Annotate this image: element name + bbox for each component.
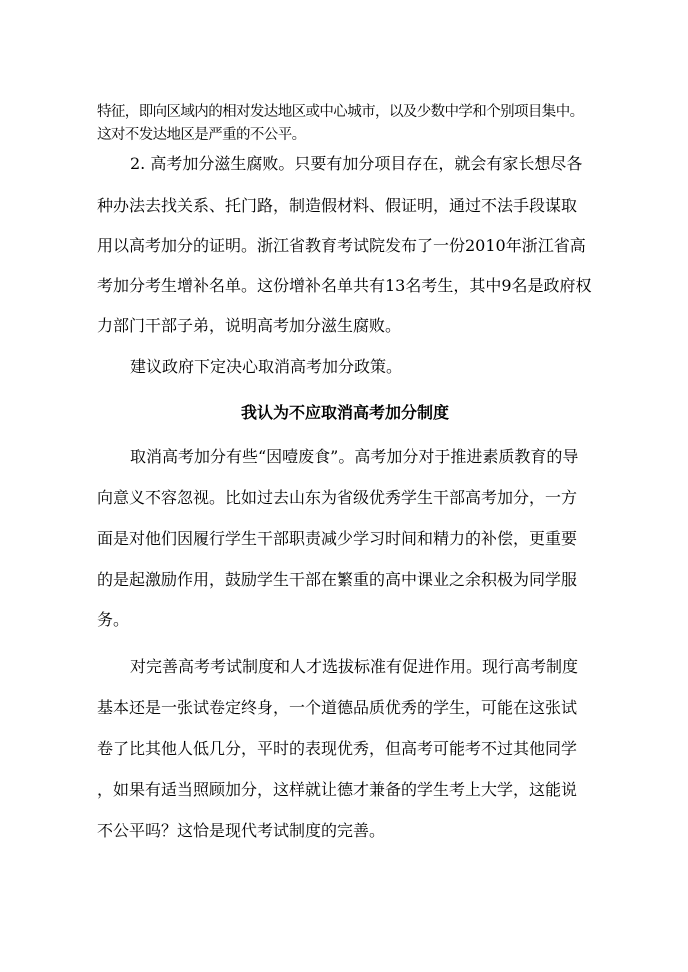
text-line: 种办法去找关系、托门路，制造假材料、假证明，通过不法手段谋取 xyxy=(97,196,578,215)
text-line: 用以高考加分的证明。浙江省教育考试院发布了一份2010年浙江省高 xyxy=(97,236,586,255)
recommendation-paragraph: 建议政府下定决心取消高考加分政策。 xyxy=(130,357,403,376)
text-line: 基本还是一张试卷定终身，一个道德品质优秀的学生，可能在这张试 xyxy=(97,698,578,717)
text-line: 务。 xyxy=(97,610,130,629)
text-line: 考加分考生增补名单。这份增补名单共有13名考生，其中9名是政府权 xyxy=(97,276,592,295)
paragraph-point-2-start: 2. 高考加分滋生腐败。只要有加分项目存在，就会有家长想尽各 xyxy=(130,154,583,173)
text-line: 面是对他们因履行学生干部职责减少学习时间和精力的补偿，更重要 xyxy=(97,529,578,548)
paragraph-start: 对完善高考考试制度和人才选拔标准有促进作用。现行高考制度 xyxy=(130,657,579,676)
text-line: 卷了比其他人低几分，平时的表现优秀，但高考可能考不过其他同学 xyxy=(97,739,578,758)
paragraph-start: 取消高考加分有些“因噎废食”。高考加分对于推进素质教育的导 xyxy=(130,447,579,466)
text-line: 不公平吗？这恰是现代考试制度的完善。 xyxy=(97,821,386,840)
text-line: 这对不发达地区是严重的不公平。 xyxy=(97,127,306,143)
section-heading: 我认为不应取消高考加分制度 xyxy=(241,403,450,422)
text-line: 特征，即向区域内的相对发达地区或中心城市，以及少数中学和个别项目集中。 xyxy=(97,104,584,120)
text-line: 向意义不容忽视。比如过去山东为省级优秀学生干部高考加分，一方 xyxy=(97,488,578,507)
text-line: 的是起激励作用，鼓励学生干部在繁重的高中课业之余积极为同学服 xyxy=(97,570,578,589)
text-line: ，如果有适当照顾加分，这样就让德才兼备的学生考上大学，这能说 xyxy=(97,780,578,799)
text-line: 力部门干部子弟，说明高考加分滋生腐败。 xyxy=(97,316,402,335)
